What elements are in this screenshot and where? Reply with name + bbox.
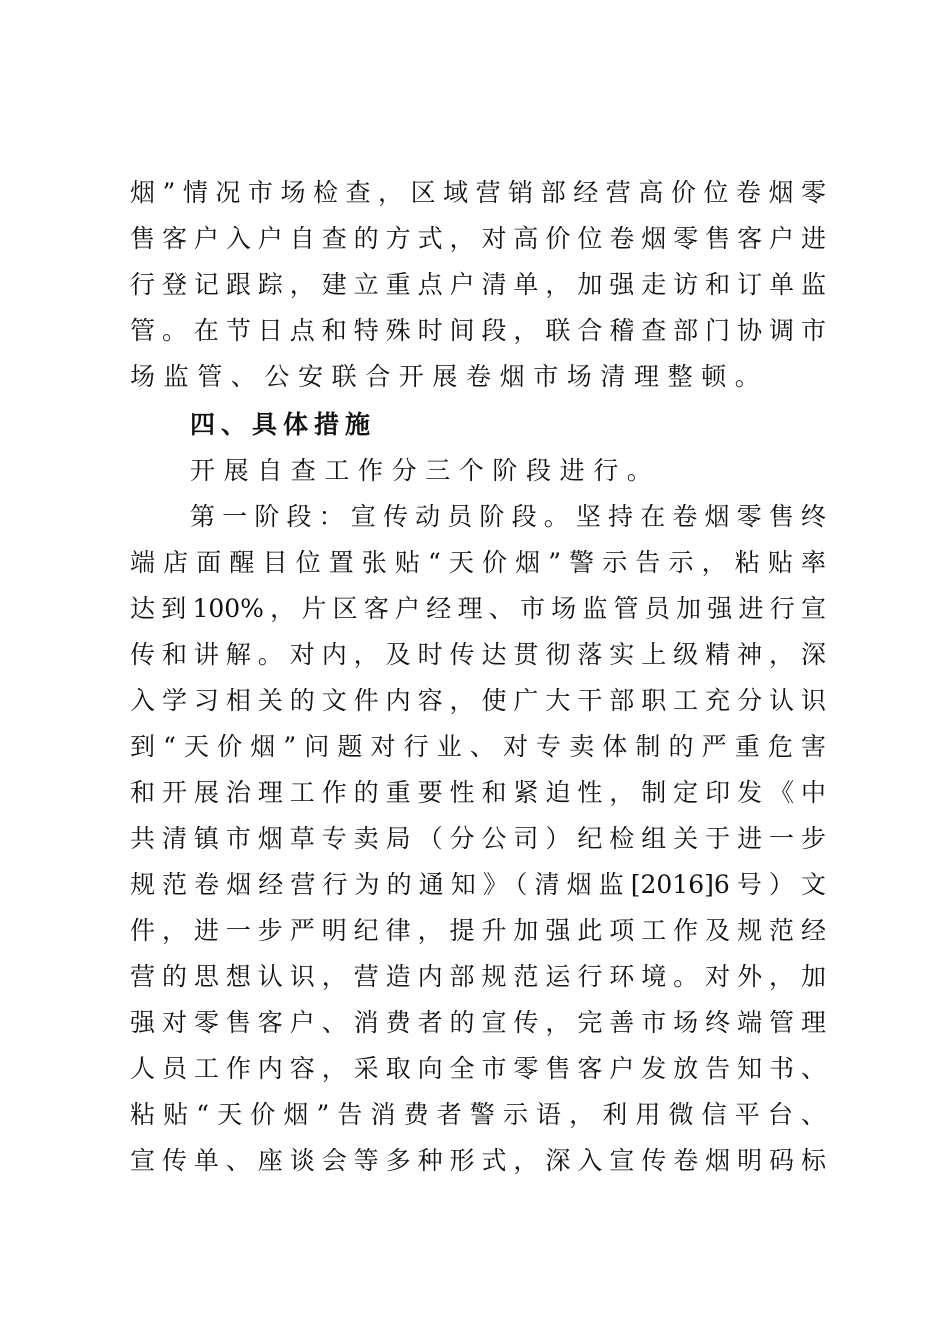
- body-text-line: 人员工作内容，采取向全市零售客户发放告知书、: [130, 1054, 826, 1083]
- body-text-line: 强对零售客户、消费者的宣传，完善市场终端管理: [130, 1008, 826, 1037]
- paragraph-first-line: 第一阶段：宣传动员阶段。坚持在卷烟零售终: [190, 502, 826, 531]
- body-text-line: 入学习相关的文件内容，使广大干部职工充分认识: [130, 686, 826, 715]
- body-text-line: 粘贴“天价烟”告消费者警示语，利用微信平台、: [130, 1100, 826, 1129]
- section-heading: 四、具体措施: [190, 410, 377, 439]
- body-text-line: 传和讲解。对内，及时传达贯彻落实上级精神，深: [130, 640, 826, 669]
- body-text-line: 规范卷烟经营行为的通知》（清烟监[2016]6号）文: [130, 870, 826, 899]
- body-text-line: 和开展治理工作的重要性和紧迫性，制定印发《中: [130, 778, 826, 807]
- body-text-line: 宣传单、座谈会等多种形式，深入宣传卷烟明码标: [130, 1146, 826, 1175]
- body-text-line: 行登记跟踪，建立重点户清单，加强走访和订单监: [130, 270, 826, 299]
- body-text-line: 端店面醒目位置张贴“天价烟”警示告示，粘贴率: [130, 548, 826, 577]
- body-text-line: 开展自查工作分三个阶段进行。: [190, 456, 661, 485]
- body-text-line: 售客户入户自查的方式，对高价位卷烟零售客户进: [130, 224, 826, 253]
- body-text-line: 场监管、公安联合开展卷烟市场清理整顿。: [130, 362, 769, 391]
- body-text-line: 管。在节日点和特殊时间段，联合稽查部门协调市: [130, 316, 826, 345]
- body-text-line: 共清镇市烟草专卖局（分公司）纪检组关于进一步: [130, 824, 826, 853]
- body-text-line: 营的思想认识，营造内部规范运行环境。对外，加: [130, 962, 826, 991]
- body-text-line: 件，进一步严明纪律，提升加强此项工作及规范经: [130, 916, 826, 945]
- body-text-line: 到“天价烟”问题对行业、对专卖体制的严重危害: [130, 732, 826, 761]
- body-text-line: 烟”情况市场检查，区域营销部经营高价位卷烟零: [130, 178, 826, 207]
- body-text-line: 达到100%，片区客户经理、市场监管员加强进行宣: [130, 594, 826, 623]
